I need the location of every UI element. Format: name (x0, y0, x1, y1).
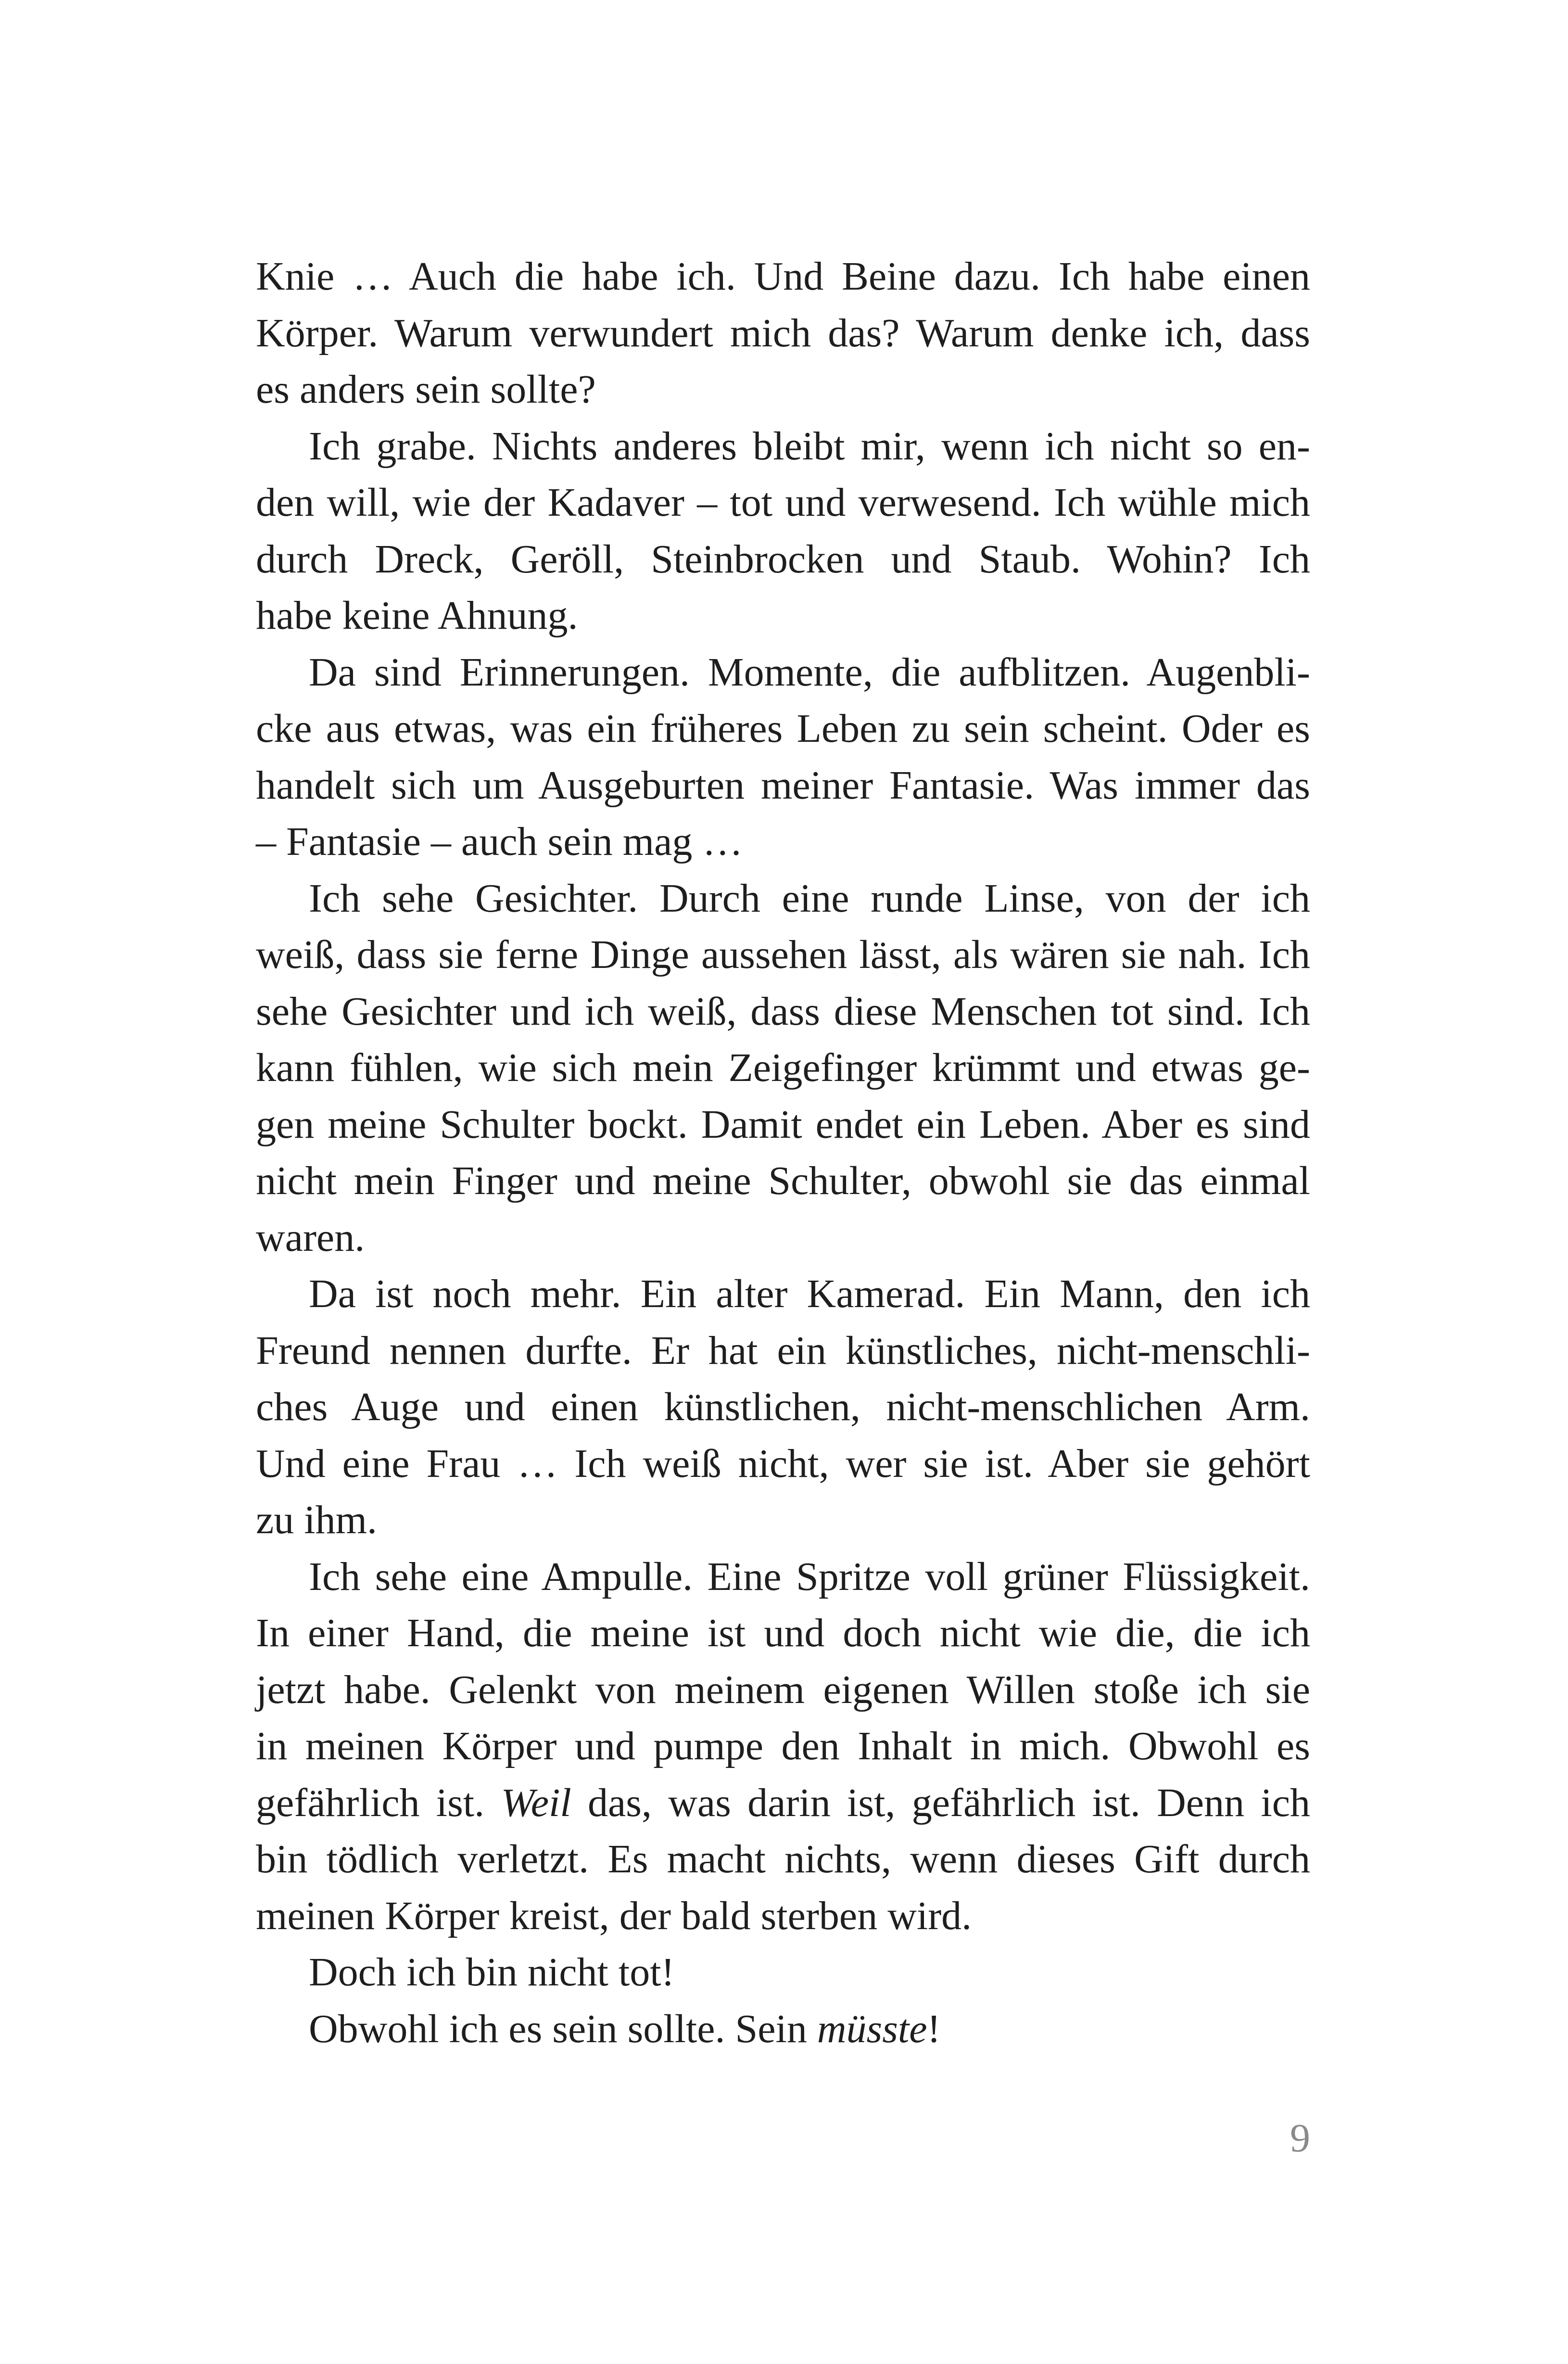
paragraph (256, 248, 1310, 418)
text-line (256, 813, 1310, 870)
text-line (256, 1831, 1310, 1888)
text-run: cke aus etwas, was ein früheres Leben zu sein scheint. Oder es (256, 706, 1310, 751)
text-run: gen meine Schulter bockt. Damit endet ein Leben. Aber es sind (256, 1102, 1310, 1147)
text-line (256, 305, 1310, 362)
paragraph (256, 418, 1310, 644)
text-line (256, 1662, 1310, 1718)
text-line (256, 1775, 1310, 1831)
text-line (256, 248, 1310, 305)
text-line (256, 1153, 1310, 1209)
text-line (256, 1209, 1310, 1266)
text-run: Ich grabe. Nichts anderes bleibt mir, wenn ich nicht so en- (309, 423, 1310, 469)
text-line (256, 587, 1310, 644)
text-line (256, 1549, 1310, 1605)
text-run: Obwohl ich es sein sollte. Sein (309, 2006, 817, 2051)
text-line (256, 418, 1310, 475)
text-run: weiß, dass sie ferne Dinge aussehen lässt, als wären sie nah. Ich (256, 932, 1310, 977)
paragraph (256, 2001, 1310, 2058)
text-run: handelt sich um Ausgeburten meiner Fantasie. Was immer das (256, 763, 1310, 808)
text-run: Knie … Auch die habe ich. Und Beine dazu. Ich habe einen (256, 254, 1310, 299)
text-run: sehe Gesichter und ich weiß, dass diese Menschen tot sind. Ich (256, 989, 1310, 1034)
page-number: 9 (1290, 2116, 1310, 2161)
text-run: durch Dreck, Geröll, Steinbrocken und Staub. Wohin? Ich (256, 536, 1310, 582)
text-run: – Fantasie – auch sein mag … (256, 819, 743, 864)
text-line (256, 983, 1310, 1040)
text-run: den will, wie der Kadaver – tot und verwesend. Ich wühle mich (256, 480, 1310, 525)
text-run: ches Auge und einen künstlichen, nicht-menschlichen Arm. (256, 1385, 1310, 1429)
text-line (256, 474, 1310, 531)
text-line (256, 361, 1310, 418)
text-run: das, was darin ist, gefährlich ist. Denn ich (571, 1780, 1311, 1825)
paragraph (256, 1944, 1310, 2001)
text-run: Ich sehe eine Ampulle. Eine Spritze voll grüner Flüssigkeit. (309, 1554, 1310, 1599)
text-line (256, 1096, 1310, 1153)
emphasis-run: Weil (501, 1780, 571, 1825)
text-line (256, 1718, 1310, 1775)
text-run: in meinen Körper und pumpe den Inhalt in mich. Obwohl es (256, 1724, 1310, 1768)
text-run: ! (927, 2006, 941, 2051)
text-run: Da ist noch mehr. Ein alter Kamerad. Ein Mann, den ich (309, 1271, 1310, 1316)
text-line (256, 927, 1310, 983)
text-line (256, 1266, 1310, 1322)
text-run: jetzt habe. Gelenkt von meinem eigenen Willen stoße ich sie (256, 1667, 1310, 1712)
text-run: Ich sehe Gesichter. Durch eine runde Linse, von der ich (309, 876, 1310, 921)
text-line (256, 870, 1310, 927)
emphasis-run: müsste (817, 2006, 927, 2051)
text-line (256, 1944, 1310, 2001)
text-run: es anders sein sollte? (256, 367, 596, 412)
text-line (256, 531, 1310, 588)
text-line (256, 1605, 1310, 1662)
text-run: habe keine Ahnung. (256, 593, 578, 638)
text-line (256, 1436, 1310, 1492)
body-text (256, 248, 1310, 2057)
text-run: Und eine Frau … Ich weiß nicht, wer sie ist. Aber sie gehört (256, 1441, 1310, 1486)
text-line (256, 644, 1310, 701)
text-run: Da sind Erinnerungen. Momente, die aufblitzen. Augenbli- (309, 649, 1310, 695)
text-line (256, 1888, 1310, 1945)
text-run: zu ihm. (256, 1498, 377, 1542)
text-line (256, 757, 1310, 814)
text-run: bin tödlich verletzt. Es macht nichts, wenn dieses Gift durch (256, 1837, 1310, 1881)
paragraph (256, 1266, 1310, 1549)
text-run: In einer Hand, die meine ist und doch nicht wie die, die ich (256, 1611, 1310, 1655)
paragraph (256, 644, 1310, 870)
text-line (256, 700, 1310, 757)
text-run: Körper. Warum verwundert mich das? Warum denke ich, dass (256, 310, 1310, 356)
text-run: gefährlich ist. (256, 1780, 501, 1825)
text-run: meinen Körper kreist, der bald sterben wird. (256, 1893, 972, 1938)
text-run: nicht mein Finger und meine Schulter, obwohl sie das einmal (256, 1158, 1310, 1203)
paragraph (256, 870, 1310, 1266)
text-run: Doch ich bin nicht tot! (309, 1950, 675, 1995)
paragraph (256, 1549, 1310, 1945)
text-line (256, 1379, 1310, 1436)
text-line (256, 2001, 1310, 2058)
text-line (256, 1492, 1310, 1549)
text-line (256, 1040, 1310, 1096)
text-run: kann fühlen, wie sich mein Zeigefinger krümmt und etwas ge- (256, 1045, 1310, 1090)
text-line (256, 1322, 1310, 1379)
text-run: Freund nennen durfte. Er hat ein künstliches, nicht-menschli- (256, 1328, 1310, 1373)
text-run: waren. (256, 1215, 365, 1260)
